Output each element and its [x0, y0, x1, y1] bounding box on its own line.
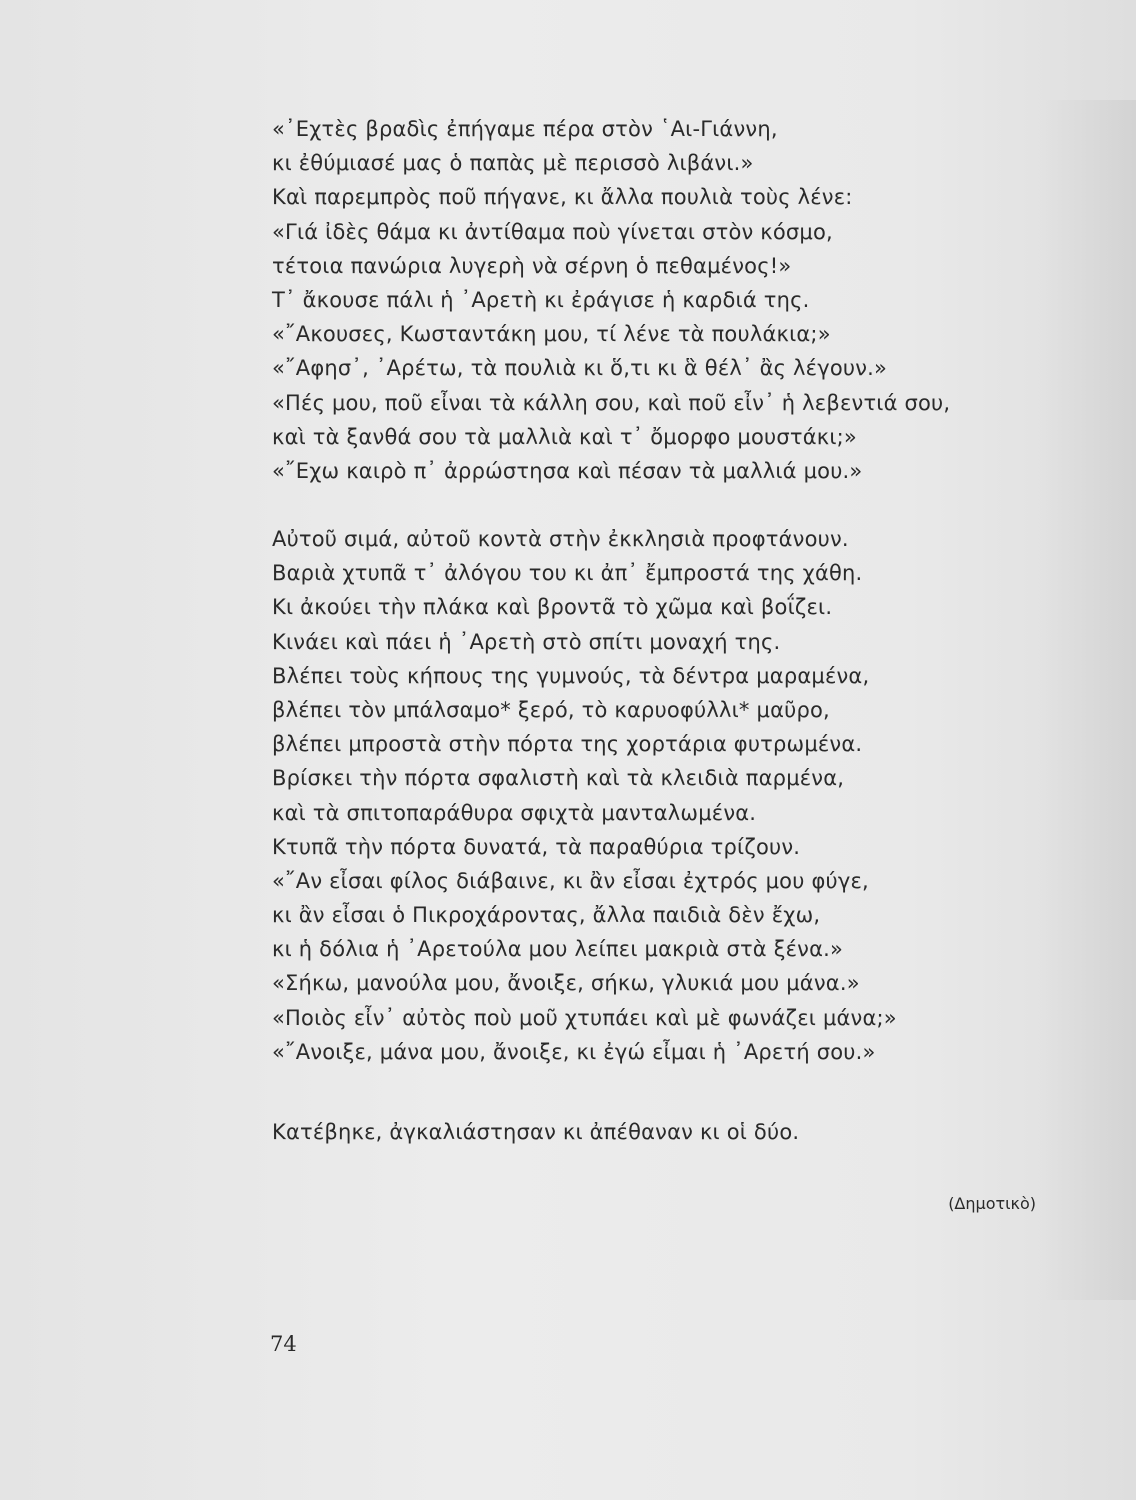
poem-line: «᾿Εχτὲς βραδὶς ἐπήγαμε πέρα στὸν ῾Αι-Γιάννη, — [272, 117, 778, 141]
poem-line: Τ᾿ ἄκουσε πάλι ἡ ᾿Αρετὴ κι ἐράγισε ἡ καρδιά της. — [272, 287, 810, 312]
poem-line: «Σήκω, μανούλα μου, ἄνοιξε, σήκω, γλυκιά μου μάνα.» — [272, 971, 860, 996]
stanza-2 — [272, 522, 897, 1069]
poem-line: Καὶ παρεμπρὸς ποῦ πήγανε, κι ἄλλα πουλιὰ τοὺς λένε: — [272, 185, 853, 210]
poem-line: «῎Αν εἶσαι φίλος διάβαινε, κι ἂν εἶσαι ἐχτρός μου φύγε, — [272, 868, 869, 893]
poem-line: Βρίσκει τὴν πόρτα σφαλιστὴ καὶ τὰ κλειδιὰ παρμένα, — [272, 766, 845, 791]
poem-line: κι ἡ δόλια ἡ ᾿Αρετούλα μου λείπει μακριὰ στὰ ξένα.» — [272, 937, 844, 962]
page-number: 74 — [270, 1332, 297, 1356]
poem-line: κι ἂν εἶσαι ὁ Πικροχάροντας, ἄλλα παιδιὰ δὲν ἔχω, — [272, 903, 821, 928]
poem-line: Κινάει καὶ πάει ἡ ᾿Αρετὴ στὸ σπίτι μοναχή της. — [272, 629, 781, 654]
poem-line: βλέπει μπροστὰ στὴν πόρτα της χορτάρια φυτρωμένα. — [272, 732, 863, 757]
poem-line: βλέπει τὸν μπάλσαμο* ξερό, τὸ καρυοφύλλι* μαῦρο, — [272, 697, 830, 722]
poem-line: «῎Ανοιξε, μάνα μου, ἄνοιξε, κι ἐγώ εἶμαι ἡ ᾿Αρετή σου.» — [272, 1039, 876, 1064]
poem-line: «Γιά ἰδὲς θάμα κι ἀντίθαμα ποὺ γίνεται στὸν κόσμο, — [272, 219, 833, 244]
poem-line: Κτυπᾶ τὴν πόρτα δυνατά, τὰ παραθύρια τρίζουν. — [272, 834, 801, 859]
poem-line: Αὐτοῦ σιμά, αὐτοῦ κοντὰ στὴν ἐκκλησιὰ προφτάνουν. — [272, 527, 849, 551]
poem-line: καὶ τὰ σπιτοπαράθυρα σφιχτὰ μανταλωμένα. — [272, 800, 757, 825]
poem-line: «῎Αφησ᾿, ᾿Αρέτω, τὰ πουλιὰ κι ὅ,τι κι ἃ θέλ᾿ ἂς λέγουν.» — [272, 356, 888, 381]
poem-line: Βλέπει τοὺς κήπους της γυμνούς, τὰ δέντρα μαραμένα, — [272, 663, 870, 688]
poem-line: κι ἐθύμιασέ μας ὁ παπὰς μὲ περισσὸ λιβάνι.» — [272, 151, 754, 176]
facing-page-bleed — [1040, 100, 1136, 1300]
stanza-1 — [272, 112, 950, 488]
poem-line: «Πές μου, ποῦ εἶναι τὰ κάλλη σου, καὶ ποῦ εἶν᾿ ἡ λεβεντιά σου, — [272, 390, 951, 415]
poem-line: «῎Ακουσες, Κωσταντάκη μου, τί λένε τὰ πουλάκια;» — [272, 322, 831, 347]
poem-source: (Δημοτικὸ) — [948, 1194, 1036, 1213]
poem-line: «῎Εχω καιρὸ π᾿ ἀρρώστησα καὶ πέσαν τὰ μαλλιά μου.» — [272, 458, 863, 483]
poem-line: Κατέβηκε, ἀγκαλιάστησαν κι ἀπέθαναν κι οἱ δύο. — [272, 1120, 800, 1144]
poem-line: Κι ἀκούει τὴν πλάκα καὶ βροντᾶ τὸ χῶμα καὶ βοΐζει. — [272, 595, 833, 620]
poem-line: «Ποιὸς εἶν᾿ αὐτὸς ποὺ μοῦ χτυπάει καὶ μὲ φωνάζει μάνα;» — [272, 1005, 897, 1030]
poem-line: τέτοια πανώρια λυγερὴ νὰ σέρνη ὁ πεθαμένος!» — [272, 253, 792, 278]
stanza-3 — [272, 1115, 799, 1149]
poem-line: καὶ τὰ ξανθά σου τὰ μαλλιὰ καὶ τ᾿ ὄμορφο μουστάκι;» — [272, 424, 857, 449]
poem-line: Βαριὰ χτυπᾶ τ᾿ ἀλόγου του κι ἀπ᾿ ἔμπροστά της χάθη. — [272, 561, 863, 586]
